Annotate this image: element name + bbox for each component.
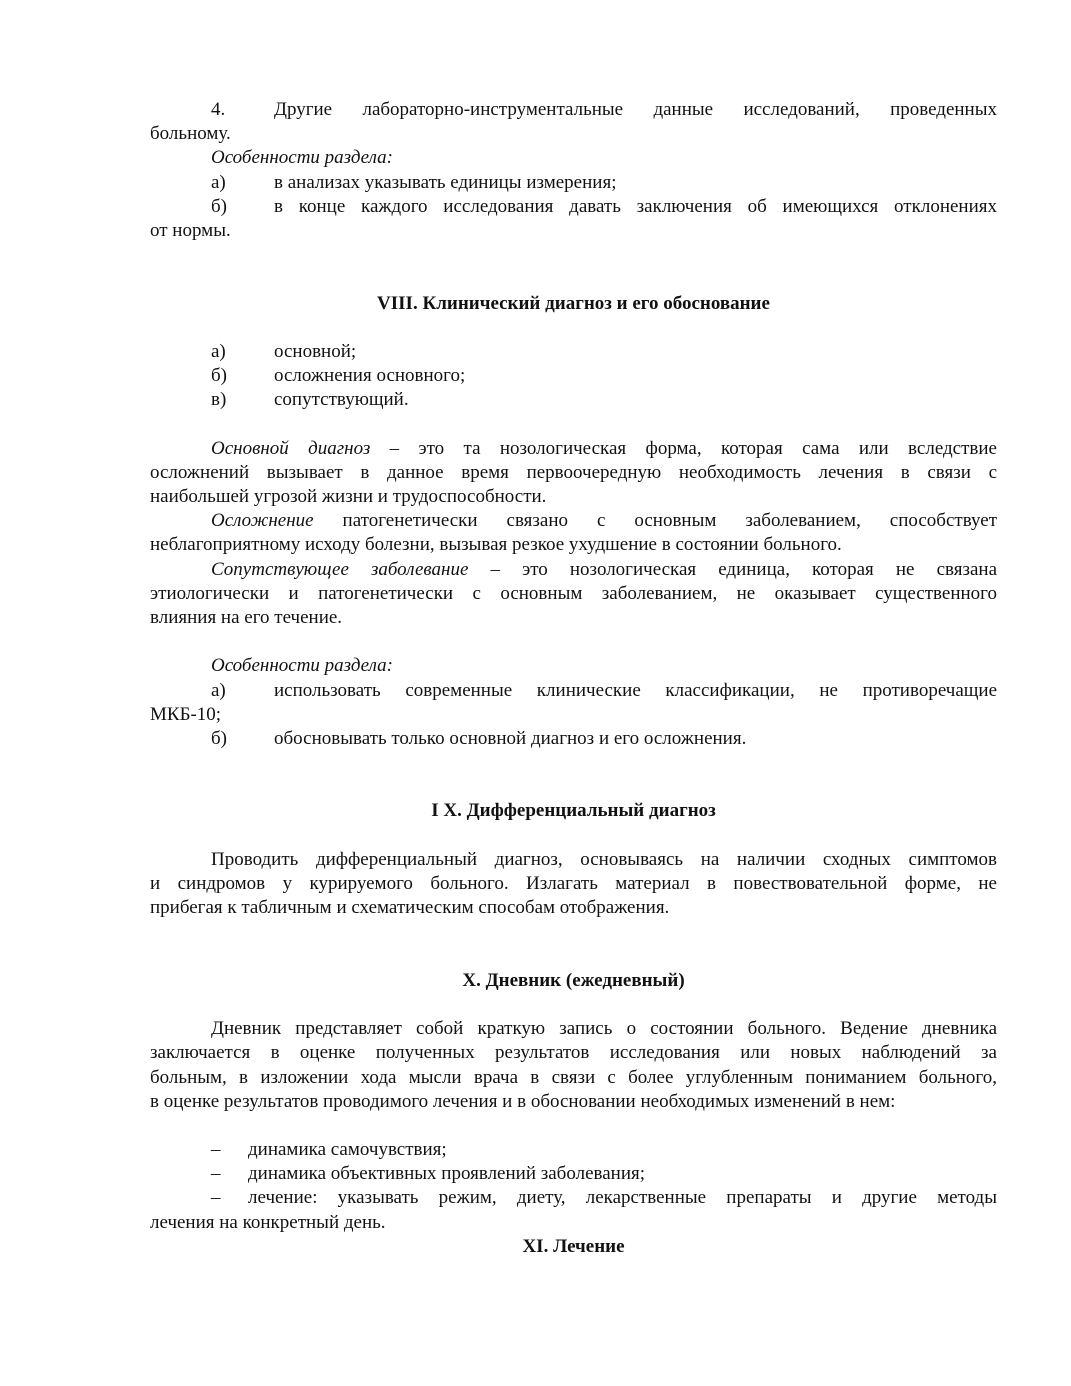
item-text-line: больному. [150, 123, 231, 145]
paragraph-line: больным, в изложении хода мысли врача в связи с более углубленным пониманием больного, [150, 1066, 997, 1088]
list-marker: в) [211, 389, 227, 411]
list-text: в конце каждого исследования давать заключения об имеющихся отклонениях [274, 195, 997, 217]
list-item [150, 195, 997, 219]
dash-list-item [150, 1186, 997, 1210]
list-text: обосновывать только основной диагноз и его осложнения. [274, 727, 747, 749]
list-text-continuation: от нормы. [150, 219, 231, 241]
paragraph-line: наибольшей угрозой жизни и трудоспособности. [150, 486, 547, 507]
paragraph-line: и синдромов у курируемого больного. Излагать материал в повествовательной форме, не [150, 873, 997, 894]
list-text: осложнения основного; [274, 365, 466, 387]
section-heading: X. Дневник (ежедневный) [462, 969, 685, 991]
list-text-continuation: МКБ-10; [150, 703, 222, 725]
paragraph-line: заключается в оценке полученных результатов исследования или новых наблюдений за [150, 1042, 997, 1064]
section-heading: I X. Дифференциальный диагноз [431, 800, 716, 822]
numbered-item-4 [150, 98, 997, 122]
list-marker: а) [211, 679, 226, 701]
term: Основной диагноз [211, 437, 371, 459]
list-text-continuation: лечения на конкретный день. [150, 1211, 386, 1233]
paragraph-line: в оценке результатов проводимого лечения и в обосновании необходимых изменений в нем: [150, 1090, 896, 1112]
list-text: динамика объективных проявлений заболевания; [248, 1163, 646, 1185]
features-label: Особенности раздела: [211, 147, 393, 169]
dash-marker: – [211, 1139, 221, 1161]
list-marker: а) [211, 340, 226, 362]
dash-marker: – [211, 1187, 221, 1209]
features-label: Особенности раздела: [211, 655, 393, 677]
document-page [150, 98, 997, 1259]
paragraph-line: Основной диагноз – это та нозологическая форма, которая сама или вследствие [211, 437, 997, 459]
list-item [150, 340, 997, 364]
list-text: основной; [274, 340, 357, 362]
item-text-line: Другие лабораторно-инструментальные данные исследований, проведенных [274, 99, 997, 120]
list-item [150, 388, 997, 412]
list-item [150, 727, 997, 751]
list-marker: а) [211, 171, 226, 193]
dash-marker: – [211, 1163, 221, 1185]
list-text: в анализах указывать единицы измерения; [274, 171, 617, 193]
list-marker: б) [211, 365, 227, 387]
list-marker: б) [211, 727, 227, 749]
term: Осложнение [211, 510, 314, 532]
paragraph-line: Осложнение патогенетически связано с основным заболеванием, способствует [211, 510, 997, 532]
paragraph-line: прибегая к табличным и схематическим способам отображения. [150, 897, 670, 919]
list-text: лечение: указывать режим, диету, лекарственные препараты и другие методы [248, 1187, 997, 1209]
paragraph-line: Сопутствующее заболевание – это нозологическая единица, которая не связана [211, 558, 997, 580]
paragraph-line: Дневник представляет собой краткую запись о состоянии больного. Ведение дневника [211, 1018, 997, 1040]
list-marker: б) [211, 195, 227, 217]
list-item [150, 171, 997, 195]
paragraph-line: влияния на его течение. [150, 606, 343, 628]
dash-list-item [150, 1162, 997, 1186]
list-item [150, 364, 997, 388]
list-text: сопутствующий. [274, 389, 409, 411]
term: Сопутствующее заболевание [211, 558, 469, 580]
section-heading: XI. Лечение [522, 1235, 625, 1257]
list-text: использовать современные клинические классификации, не противоречащие [274, 679, 997, 701]
dash-list-item [150, 1138, 997, 1162]
section-heading: VIII. Клинический диагноз и его обоснование [377, 292, 770, 314]
item-number: 4. [211, 99, 226, 120]
paragraph-line: осложнений вызывает в данное время первоочередную необходимость лечения в связи с [150, 461, 997, 483]
list-text: динамика самочувствия; [248, 1139, 447, 1161]
list-item [150, 679, 997, 703]
paragraph-line: Проводить дифференциальный диагноз, основываясь на наличии сходных симптомов [211, 848, 997, 870]
paragraph-line: неблагоприятному исходу болезни, вызывая резкое ухудшение в состоянии больного. [150, 534, 842, 556]
paragraph-line: этиологически и патогенетически с основным заболеванием, не оказывает существенного [150, 582, 997, 604]
